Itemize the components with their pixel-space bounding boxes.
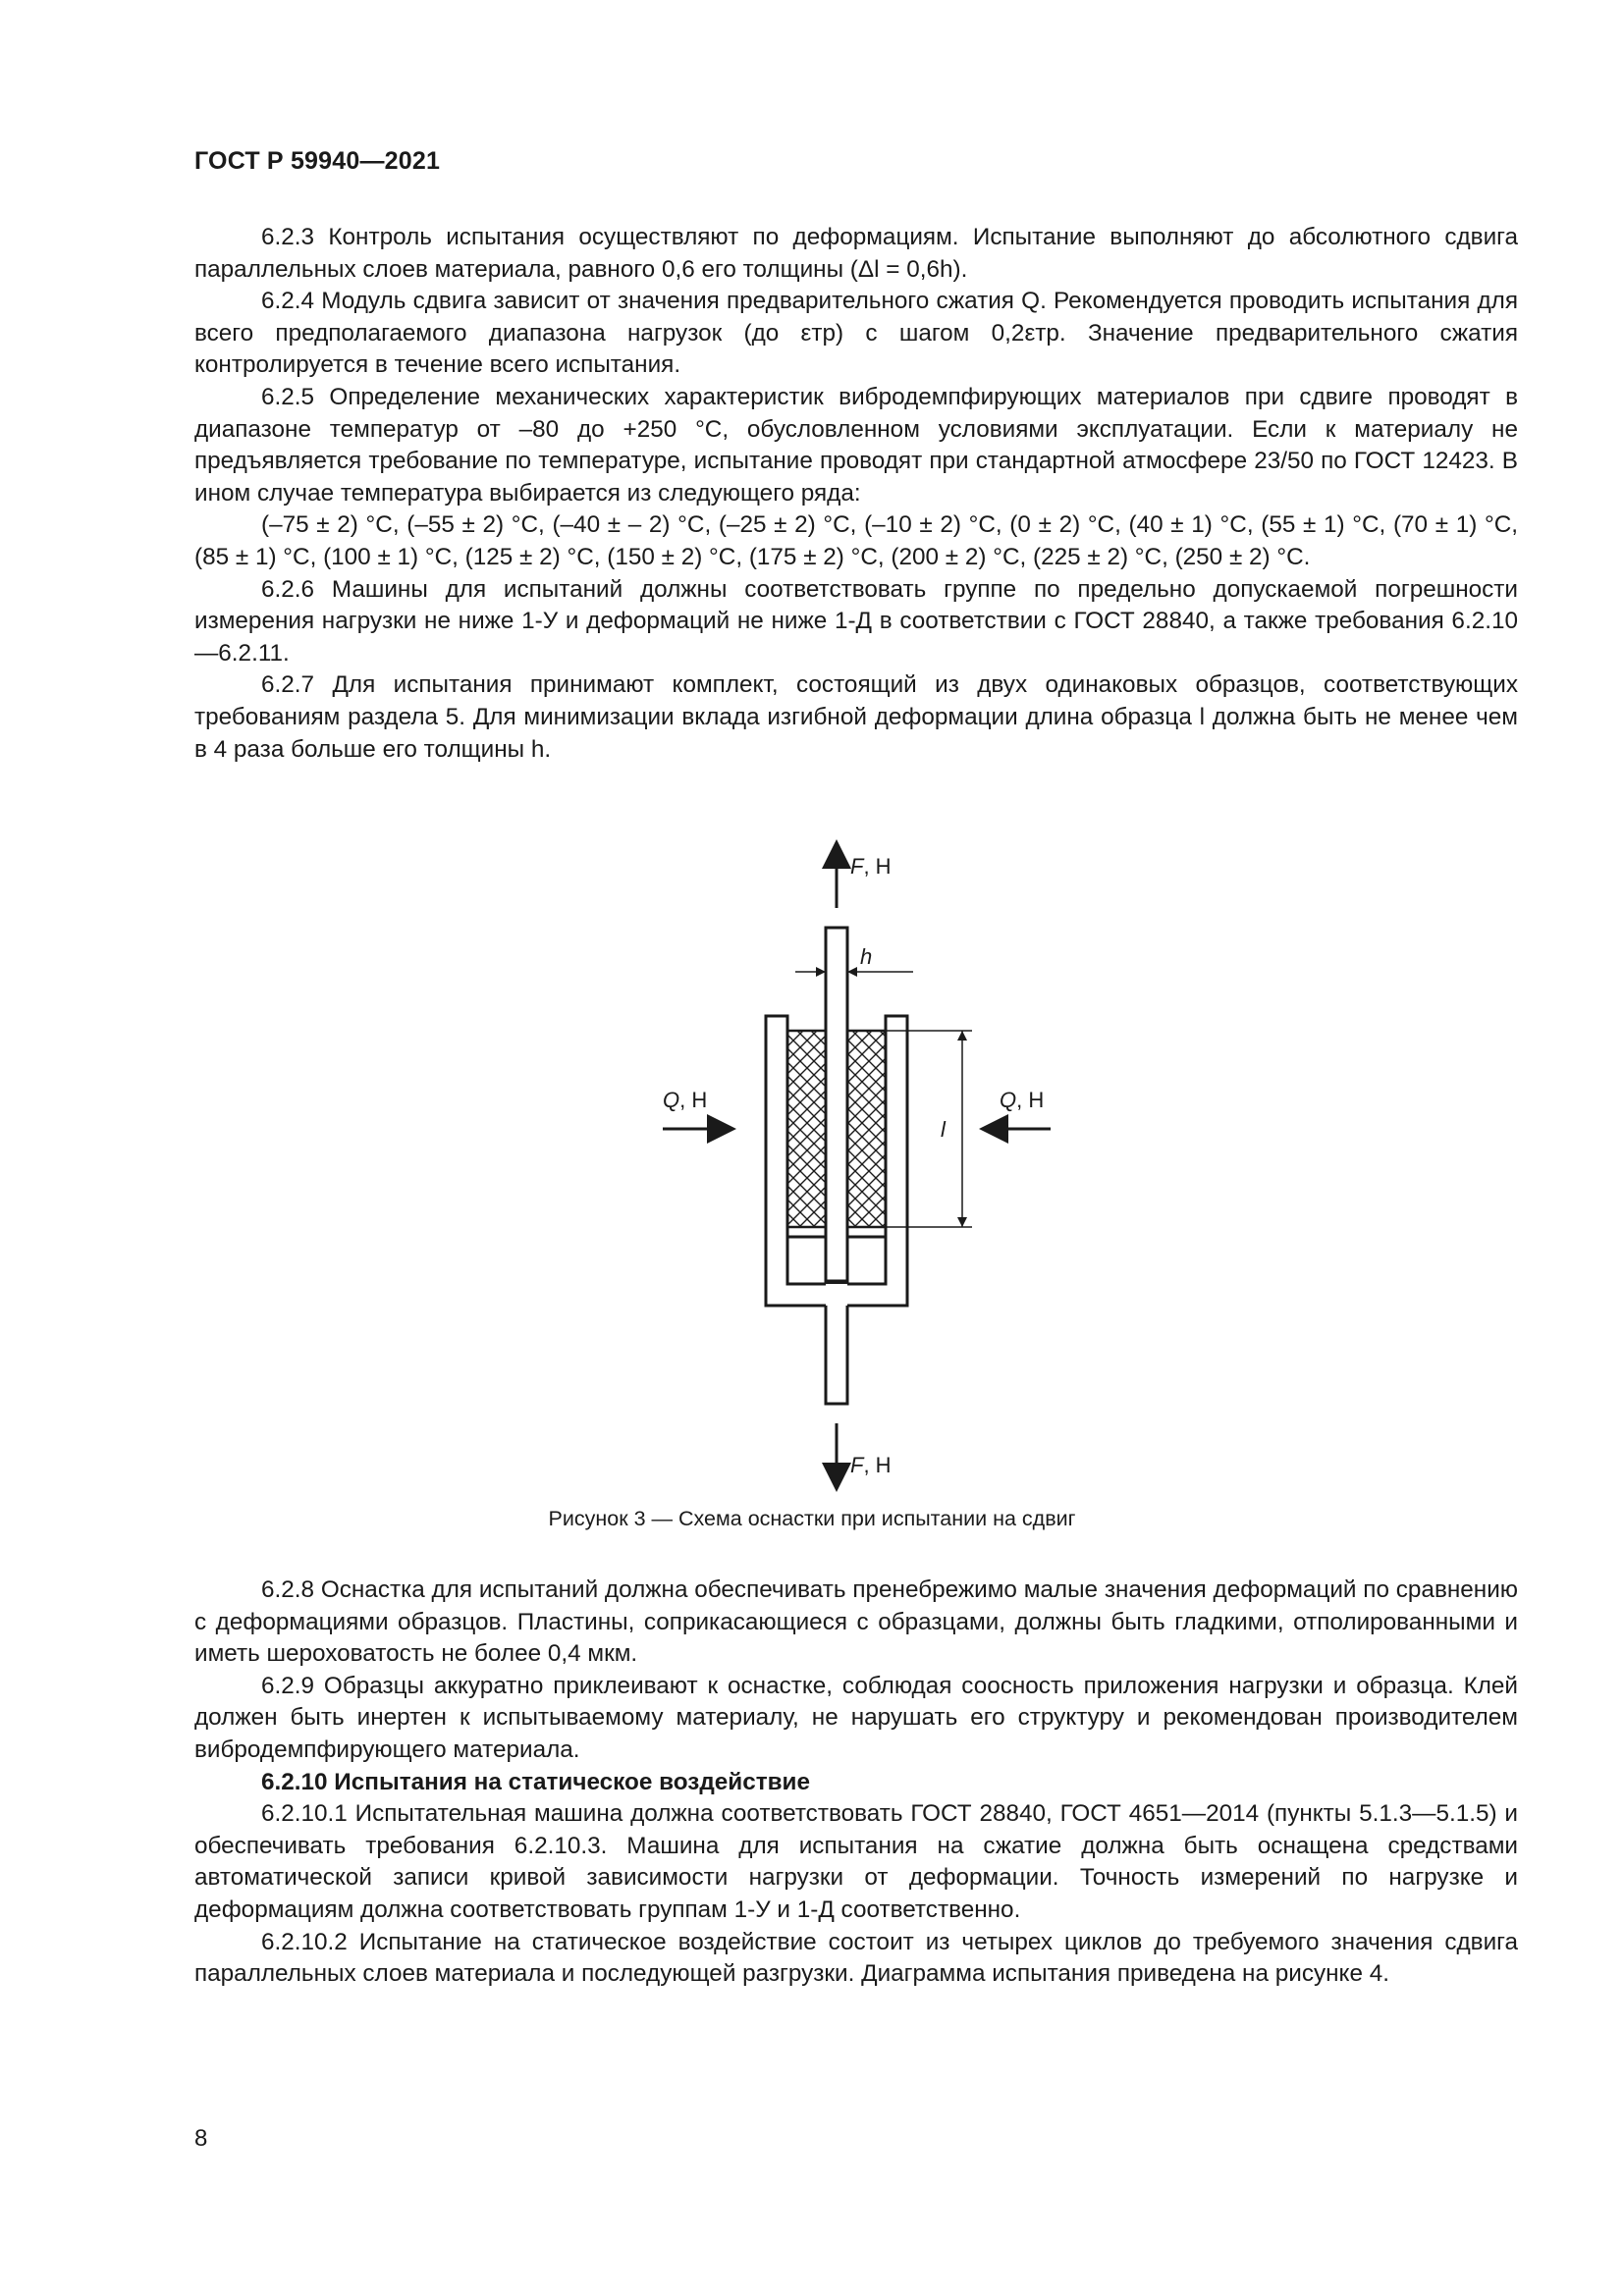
text-block-top (194, 222, 1518, 766)
page-number: 8 (194, 2125, 208, 2152)
paragraph: 6.2.10.2 Испытание на статическое воздействие состоит из четырех циклов до требуемого значения сдвига параллельных слоев материала и последующей разгрузки. Диаграмма испытания приведена на рисунке 4. (194, 1928, 1518, 1988)
text-block-bottom (194, 1575, 1518, 1991)
sample-right (847, 1031, 886, 1227)
shear-fixture-schematic (628, 834, 1070, 1492)
label-f-top: F, H (850, 854, 892, 879)
sample-left (787, 1031, 826, 1227)
paragraph: (–75 ± 2) °С, (–55 ± 2) °С, (–40 ± – 2) °С, (–25 ± 2) °С, (–10 ± 2) °С, (0 ± 2) °С, (40 ± 1) °С, (55 ± 1) °С, (70 ± 1) °С, (85 ± 1) °С, (100 ± 1) °С, (125 ± 2) °С, (150 ± 2) °С, (175 ± 2) °С, (200 ± 2) °С, (225 ± 2) °С, (250 ± 2) °С. (194, 511, 1518, 570)
label-q-left: Q, H (663, 1088, 708, 1112)
paragraph: 6.2.7 Для испытания принимают комплект, состоящий из двух одинаковых образцов, соответствующих требованиям раздела 5. Для минимизации вклада изгибной деформации длина образца l должна быть не менее чем в 4 раза больше его толщины h. (194, 671, 1518, 763)
label-l: l (941, 1117, 946, 1142)
page-header: ГОСТ Р 59940—2021 (194, 147, 441, 175)
paragraph: 6.2.8 Оснастка для испытаний должна обеспечивать пренебрежимо малые значения деформаций по сравнению с деформациями образцов. Пластины, соприкасающиеся с образцами, должны быть гладкими, отполированными и иметь шероховатость не более 0,4 мкм. (194, 1576, 1518, 1668)
paragraph: 6.2.4 Модуль сдвига зависит от значения предварительного сжатия Q. Рекомендуется проводить испытания для всего предполагаемого диапазона нагрузок (до εтр) с шагом 0,2εтр. Значение предварительного сжатия контролируется в течение всего испытания. (194, 288, 1518, 379)
paragraph: 6.2.5 Определение механических характеристик вибродемпфирующих материалов при сдвиге проводят в диапазоне температур от –80 до +250 °С, обусловленном условиями эксплуатации. Если к материалу не предъявляется требование по температуре, испытание проводят при стандартной атмосфере 23/50 по ГОСТ 12423. В ином случае температура выбирается из следующего ряда: (194, 383, 1518, 507)
figure-3-diagram (628, 834, 1070, 1492)
paragraph: 6.2.6 Машины для испытаний должны соответствовать группе по предельно допускаемой погрешности измерения нагрузки не ниже 1-У и деформаций не ниже 1-Д в соответствии с ГОСТ 28840, а также требования 6.2.10—6.2.11. (194, 575, 1518, 667)
label-h: h (860, 944, 873, 969)
paragraph: 6.2.10.1 Испытательная машина должна соответствовать ГОСТ 28840, ГОСТ 4651—2014 (пункты 5.1.3—5.1.5) и обеспечивать требования 6.2.10.3. Машина для испытания на сжатие должна быть оснащена средствами автоматической записи кривой зависимости нагрузки от деформации. Точность измерений по нагрузке и деформациям должна соответствовать группам 1-У и 1-Д соответственно. (194, 1800, 1518, 1923)
paragraph: 6.2.9 Образцы аккуратно приклеивают к оснастке, соблюдая соосность приложения нагрузки и образца. Клей должен быть инертен к испытываемому материалу, не нарушать его структуру и рекомендован производителем вибродемпфирующего материала. (194, 1672, 1518, 1763)
label-f-bottom: F, H (850, 1453, 892, 1477)
label-q-right: Q, H (1000, 1088, 1045, 1112)
paragraph: 6.2.3 Контроль испытания осуществляют по деформациям. Испытание выполняют до абсолютного сдвига параллельных слоев материала, равного 0,6 его толщины (Δl = 0,6h). (194, 224, 1518, 283)
figure-caption: Рисунок 3 — Схема оснастки при испытании на сдвиг (548, 1507, 1076, 1530)
section-heading: 6.2.10 Испытания на статическое воздействие (261, 1768, 810, 1795)
